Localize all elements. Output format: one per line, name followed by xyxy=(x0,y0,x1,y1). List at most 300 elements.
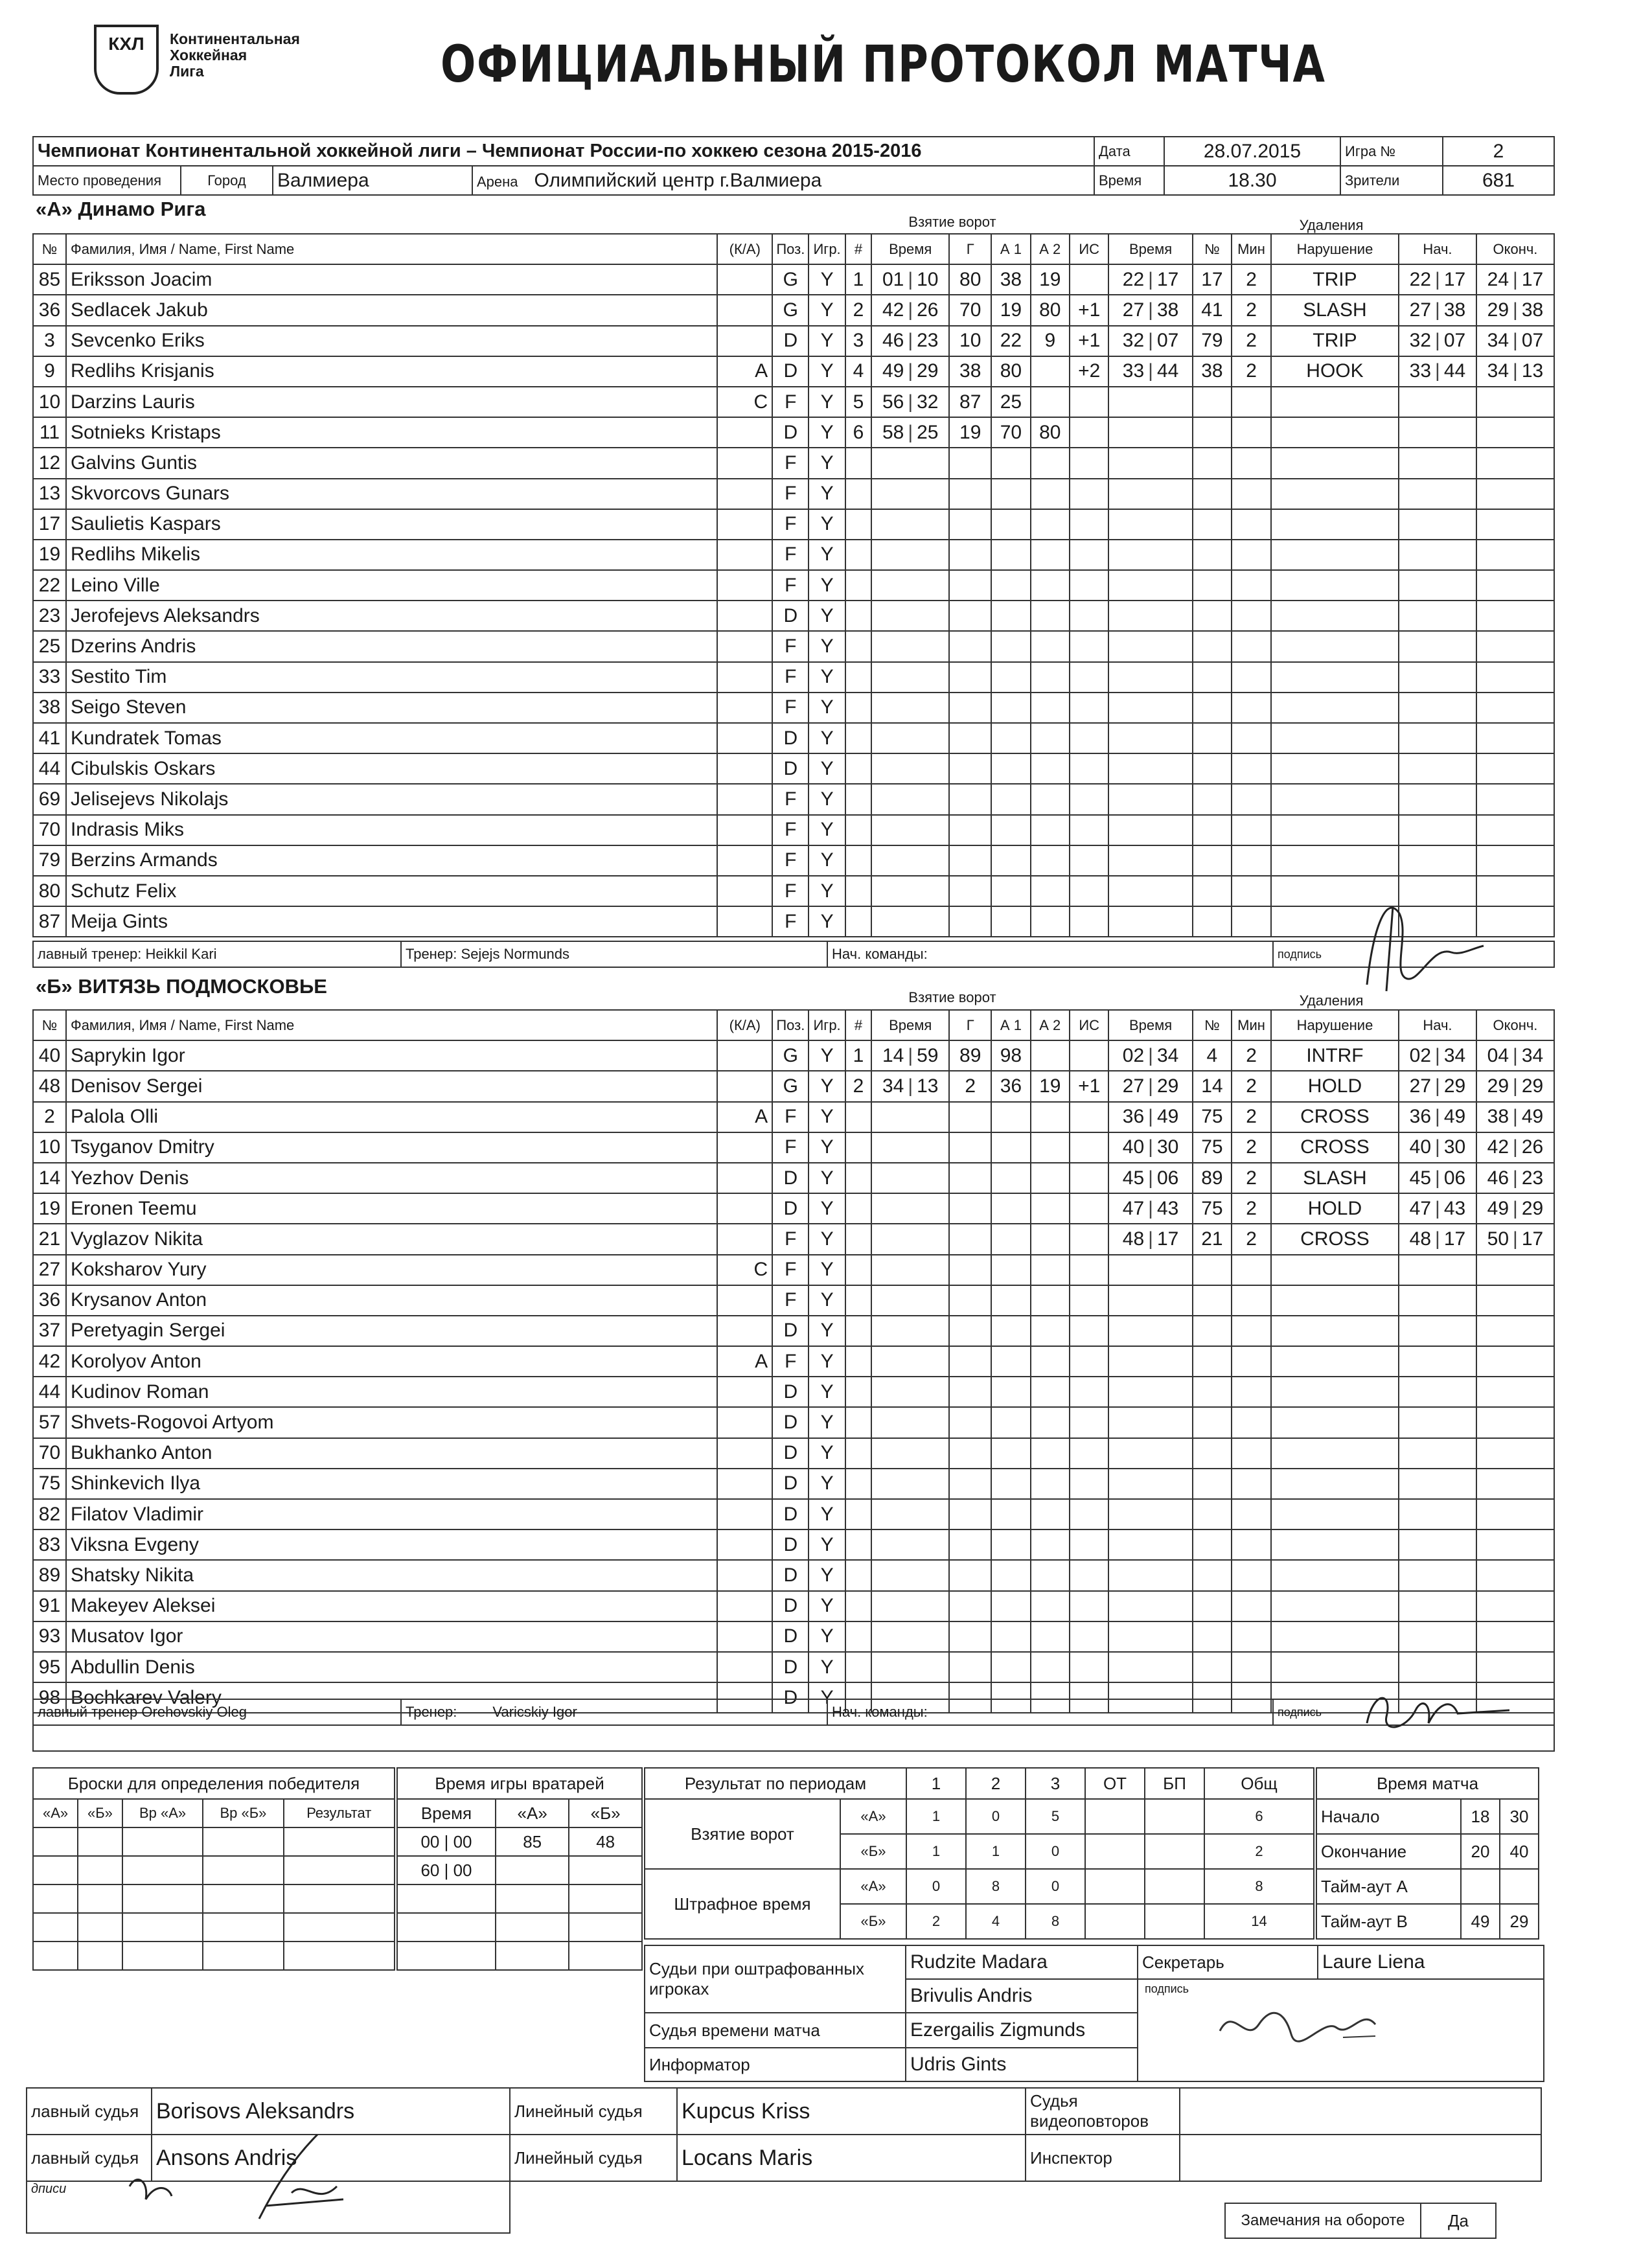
col-pen-num: № xyxy=(1193,234,1232,264)
time-separator: | xyxy=(1148,1075,1153,1097)
player-position: D xyxy=(772,1560,809,1590)
time-separator: | xyxy=(1513,1106,1518,1128)
per-pim-b-total: 14 xyxy=(1204,1904,1314,1939)
pen-time xyxy=(1108,1071,1192,1101)
goal-number xyxy=(845,1255,872,1285)
player-captain xyxy=(717,1316,772,1346)
player-number: 69 xyxy=(33,784,66,814)
goal-situation xyxy=(1070,1499,1108,1529)
player-name: Palola Olli xyxy=(66,1102,717,1132)
pen-player: 89 xyxy=(1193,1163,1232,1193)
player-captain xyxy=(717,295,772,325)
player-number: 23 xyxy=(33,601,66,631)
per-goals-b-total: 2 xyxy=(1204,1834,1314,1869)
player-row xyxy=(33,1407,1554,1438)
pen-minutes xyxy=(1232,601,1271,631)
pen-start xyxy=(1399,1438,1476,1469)
player-played: Y xyxy=(809,356,845,387)
goal-assist-1: 22 xyxy=(991,326,1030,356)
date-value: 28.07.2015 xyxy=(1164,137,1340,166)
player-captain xyxy=(717,1407,772,1438)
player-captain xyxy=(717,448,772,478)
col-num: № xyxy=(33,234,66,264)
goal-time xyxy=(871,1285,949,1316)
player-row xyxy=(33,264,1554,295)
pen-player: 4 xyxy=(1193,1040,1232,1071)
goal-assist-2: 80 xyxy=(1031,295,1070,325)
pen-end xyxy=(1476,326,1554,356)
pen-end-min: 42 xyxy=(1487,1136,1509,1158)
col-goal-is: ИС xyxy=(1070,1010,1108,1040)
per-col-total: Общ xyxy=(1204,1768,1314,1799)
player-row xyxy=(33,1591,1554,1621)
player-row xyxy=(33,387,1554,417)
player-captain: A xyxy=(717,1102,772,1132)
player-played: Y xyxy=(809,906,845,937)
timekeeper-value: Ezergailis Zigmunds xyxy=(906,2013,1138,2048)
player-captain xyxy=(717,1163,772,1193)
pen-time xyxy=(1108,1102,1192,1132)
pen-infraction xyxy=(1271,1407,1399,1438)
player-position: D xyxy=(772,417,809,448)
goal-assist-1: 25 xyxy=(991,387,1030,417)
per-goals-a-bp xyxy=(1145,1799,1204,1834)
player-number: 38 xyxy=(33,693,66,723)
gk-cell xyxy=(569,1913,642,1942)
player-position: D xyxy=(772,753,809,784)
player-position: D xyxy=(772,1407,809,1438)
goal-scorer xyxy=(949,1560,991,1590)
pen-player xyxy=(1193,631,1232,661)
goal-assist-2 xyxy=(1031,1346,1070,1377)
gk-cell xyxy=(496,1913,569,1942)
player-number: 91 xyxy=(33,1591,66,1621)
player-captain: C xyxy=(717,387,772,417)
team-b-pen-label: Удаления xyxy=(1299,992,1364,1009)
goal-assist-1 xyxy=(991,509,1030,540)
goal-scorer xyxy=(949,1255,991,1285)
time-separator: | xyxy=(1513,299,1518,321)
pen-player xyxy=(1193,387,1232,417)
informer-label: Информатор xyxy=(645,2048,906,2081)
goal-scorer xyxy=(949,1285,991,1316)
goal-assist-2 xyxy=(1031,631,1070,661)
pen-start xyxy=(1399,1071,1476,1101)
player-number: 13 xyxy=(33,479,66,509)
mt-end-h: 20 xyxy=(1461,1834,1500,1869)
pen-player xyxy=(1193,662,1232,693)
time-separator: | xyxy=(1435,268,1440,290)
pen-time xyxy=(1108,662,1192,693)
goal-time-min: 42 xyxy=(882,299,904,321)
goal-number xyxy=(845,876,872,906)
pen-start xyxy=(1399,1591,1476,1621)
pen-end xyxy=(1476,693,1554,723)
so-cell xyxy=(284,1942,395,1970)
pen-end-min: 46 xyxy=(1487,1167,1509,1189)
player-position: D xyxy=(772,1163,809,1193)
player-name: Makeyev Aleksei xyxy=(66,1591,717,1621)
player-row xyxy=(33,1224,1554,1254)
player-position: F xyxy=(772,387,809,417)
goal-assist-2: 19 xyxy=(1031,264,1070,295)
player-name: Koksharov Yury xyxy=(66,1255,717,1285)
time-separator: | xyxy=(908,268,913,290)
goal-time xyxy=(871,1040,949,1071)
pen-player xyxy=(1193,1377,1232,1407)
player-position: F xyxy=(772,784,809,814)
player-name: Eronen Teemu xyxy=(66,1193,717,1224)
pen-infraction xyxy=(1271,753,1399,784)
time-separator: | xyxy=(1513,1044,1518,1066)
goal-situation xyxy=(1070,1285,1108,1316)
goal-situation xyxy=(1070,1652,1108,1682)
player-captain xyxy=(717,570,772,601)
col-igr: Игр. xyxy=(809,1010,845,1040)
goal-number xyxy=(845,1377,872,1407)
so-cell xyxy=(284,1827,395,1856)
goal-situation xyxy=(1070,570,1108,601)
player-name: Musatov Igor xyxy=(66,1621,717,1652)
goal-time xyxy=(871,906,949,937)
pen-end xyxy=(1476,815,1554,845)
mt-end-m: 40 xyxy=(1500,1834,1539,1869)
pen-time-min: 27 xyxy=(1122,1075,1145,1097)
pen-minutes: 2 xyxy=(1232,1132,1271,1163)
pen-player xyxy=(1193,448,1232,478)
pen-player xyxy=(1193,1285,1232,1316)
col-name: Фамилия, Имя / Name, First Name xyxy=(66,234,717,264)
pen-infraction: TRIP xyxy=(1271,326,1399,356)
player-name: Sevcenko Eriks xyxy=(66,326,717,356)
pen-minutes: 2 xyxy=(1232,1224,1271,1254)
so-cell xyxy=(33,1884,78,1913)
pen-start-sec: 30 xyxy=(1443,1136,1466,1158)
goal-assist-2 xyxy=(1031,693,1070,723)
time-separator: | xyxy=(1513,268,1518,290)
time-separator: | xyxy=(1148,1197,1153,1219)
pen-player: 75 xyxy=(1193,1193,1232,1224)
col-goal-a1: А 1 xyxy=(991,234,1030,264)
player-position: F xyxy=(772,1102,809,1132)
player-played: Y xyxy=(809,1438,845,1469)
pen-start xyxy=(1399,1499,1476,1529)
player-position: D xyxy=(772,1499,809,1529)
goal-time xyxy=(871,1529,949,1560)
goal-situation xyxy=(1070,1621,1108,1652)
goal-number: 1 xyxy=(845,264,872,295)
pen-infraction xyxy=(1271,570,1399,601)
pen-end xyxy=(1476,1438,1554,1469)
goal-situation xyxy=(1070,1438,1108,1469)
pen-time xyxy=(1108,1469,1192,1499)
lin2-label: Линейный судья xyxy=(510,2135,677,2181)
player-played: Y xyxy=(809,1040,845,1071)
pen-end-sec: 07 xyxy=(1521,330,1544,352)
goal-scorer xyxy=(949,1529,991,1560)
player-row xyxy=(33,1040,1554,1071)
goal-scorer xyxy=(949,1621,991,1652)
goal-assist-1: 36 xyxy=(991,1071,1030,1101)
team-b-rows xyxy=(33,1040,1554,1713)
pen-end-sec: 17 xyxy=(1521,268,1544,290)
per-pim-b-1: 2 xyxy=(906,1904,966,1939)
pen-start xyxy=(1399,387,1476,417)
goal-number xyxy=(845,1407,872,1438)
goal-number xyxy=(845,1285,872,1316)
goal-scorer xyxy=(949,479,991,509)
player-number: 25 xyxy=(33,631,66,661)
pen-end xyxy=(1476,1071,1554,1101)
pen-end xyxy=(1476,295,1554,325)
pen-player: 41 xyxy=(1193,295,1232,325)
pen-start xyxy=(1399,479,1476,509)
remarks-table xyxy=(1224,2203,1497,2239)
goal-assist-2 xyxy=(1031,753,1070,784)
player-played: Y xyxy=(809,1377,845,1407)
mt-timeout-a-m xyxy=(1461,1869,1500,1904)
col-pen-time: Время xyxy=(1108,234,1192,264)
goal-situation xyxy=(1070,387,1108,417)
player-number: 9 xyxy=(33,356,66,387)
pen-infraction: CROSS xyxy=(1271,1102,1399,1132)
per-pim-b-bp xyxy=(1145,1904,1204,1939)
goal-assist-2 xyxy=(1031,1499,1070,1529)
goal-number xyxy=(845,1346,872,1377)
player-number: 22 xyxy=(33,570,66,601)
pen-time xyxy=(1108,326,1192,356)
player-name: Jelisejevs Nikolajs xyxy=(66,784,717,814)
pen-minutes xyxy=(1232,693,1271,723)
pen-end xyxy=(1476,417,1554,448)
team-b-title: «Б» ВИТЯЗЬ ПОДМОСКОВЬЕ xyxy=(36,975,327,998)
per-col-1: 1 xyxy=(906,1768,966,1799)
pen-player xyxy=(1193,540,1232,570)
player-captain: C xyxy=(717,1255,772,1285)
goal-time xyxy=(871,601,949,631)
goal-assist-1 xyxy=(991,1652,1030,1682)
player-number: 2 xyxy=(33,1102,66,1132)
player-name: Kundratek Tomas xyxy=(66,723,717,753)
player-name: Krysanov Anton xyxy=(66,1285,717,1316)
pen-player xyxy=(1193,601,1232,631)
player-captain xyxy=(717,1040,772,1071)
pen-infraction: HOLD xyxy=(1271,1193,1399,1224)
player-number: 87 xyxy=(33,906,66,937)
pen-end-min: 29 xyxy=(1487,1075,1509,1097)
col-goal-time: Время xyxy=(871,234,949,264)
goal-scorer xyxy=(949,662,991,693)
player-row xyxy=(33,693,1554,723)
pen-start xyxy=(1399,662,1476,693)
goal-scorer xyxy=(949,906,991,937)
arena-label: Арена xyxy=(477,173,518,190)
pen-infraction: HOLD xyxy=(1271,1071,1399,1101)
pen-time xyxy=(1108,570,1192,601)
goal-situation xyxy=(1070,1377,1108,1407)
player-row xyxy=(33,1255,1554,1285)
per-col-bp: БП xyxy=(1145,1768,1204,1799)
goal-scorer: 19 xyxy=(949,417,991,448)
goal-time-min: 58 xyxy=(882,421,904,443)
pen-start xyxy=(1399,1621,1476,1652)
so-cell xyxy=(203,1827,283,1856)
player-row xyxy=(33,723,1554,753)
player-position: G xyxy=(772,1071,809,1101)
pen-minutes xyxy=(1232,876,1271,906)
gk-row-1-time: 00 | 00 xyxy=(397,1827,496,1856)
col-goal-is: ИС xyxy=(1070,234,1108,264)
pen-start xyxy=(1399,326,1476,356)
goal-time xyxy=(871,1469,949,1499)
goal-assist-2 xyxy=(1031,1469,1070,1499)
pen-time-min: 48 xyxy=(1122,1228,1145,1250)
goal-assist-1 xyxy=(991,876,1030,906)
pen-minutes xyxy=(1232,662,1271,693)
pen-end xyxy=(1476,1621,1554,1652)
goal-time xyxy=(871,631,949,661)
goal-assist-2 xyxy=(1031,1621,1070,1652)
player-captain xyxy=(717,784,772,814)
goal-scorer xyxy=(949,631,991,661)
player-played: Y xyxy=(809,1591,845,1621)
player-name: Tsyganov Dmitry xyxy=(66,1132,717,1163)
goal-assist-1 xyxy=(991,784,1030,814)
pen-start-sec: 49 xyxy=(1443,1106,1466,1128)
pen-end xyxy=(1476,1255,1554,1285)
goal-time xyxy=(871,1499,949,1529)
pen-time xyxy=(1108,1255,1192,1285)
player-row xyxy=(33,906,1554,937)
player-number: 19 xyxy=(33,1193,66,1224)
pen-time xyxy=(1108,876,1192,906)
pen-player xyxy=(1193,693,1232,723)
goal-situation xyxy=(1070,479,1108,509)
pen-end xyxy=(1476,570,1554,601)
pen-start-min: 36 xyxy=(1409,1106,1432,1128)
player-row xyxy=(33,1163,1554,1193)
player-played: Y xyxy=(809,1224,845,1254)
player-played: Y xyxy=(809,570,845,601)
pen-time-sec: 17 xyxy=(1156,1228,1179,1250)
pen-start-min: 48 xyxy=(1409,1228,1432,1250)
player-number: 75 xyxy=(33,1469,66,1499)
player-row xyxy=(33,1193,1554,1224)
gk-row-2-time: 60 | 00 xyxy=(397,1856,496,1884)
pen-start xyxy=(1399,845,1476,876)
so-cell xyxy=(203,1856,283,1884)
goal-assist-2 xyxy=(1031,876,1070,906)
player-captain xyxy=(717,1529,772,1560)
mt-timeout-a-label: Тайм-аут А xyxy=(1316,1869,1461,1904)
pen-end xyxy=(1476,1377,1554,1407)
gk-cell xyxy=(569,1942,642,1970)
pen-time xyxy=(1108,479,1192,509)
goal-scorer: 2 xyxy=(949,1071,991,1101)
pen-time xyxy=(1108,509,1192,540)
goal-assist-2 xyxy=(1031,601,1070,631)
so-cell xyxy=(284,1884,395,1913)
player-name: Indrasis Miks xyxy=(66,815,717,845)
pen-infraction: SLASH xyxy=(1271,295,1399,325)
goal-scorer xyxy=(949,1193,991,1224)
player-name: Redlihs Mikelis xyxy=(66,540,717,570)
player-played: Y xyxy=(809,1682,845,1713)
per-col-2: 2 xyxy=(966,1768,1026,1799)
player-row xyxy=(33,417,1554,448)
pen-time xyxy=(1108,753,1192,784)
per-pim-a-ot xyxy=(1085,1869,1145,1904)
player-number: 95 xyxy=(33,1652,66,1682)
goal-assist-2 xyxy=(1031,387,1070,417)
pen-start xyxy=(1399,1193,1476,1224)
team-a-goals-label: Взятие ворот xyxy=(908,214,996,230)
player-played: Y xyxy=(809,295,845,325)
player-played: Y xyxy=(809,662,845,693)
mt-title: Время матча xyxy=(1316,1768,1539,1799)
goal-scorer: 70 xyxy=(949,295,991,325)
goal-assist-2 xyxy=(1031,1316,1070,1346)
player-position: F xyxy=(772,845,809,876)
pen-infraction xyxy=(1271,1438,1399,1469)
player-played: Y xyxy=(809,1163,845,1193)
pen-time-min: 33 xyxy=(1122,360,1145,382)
goal-assist-2 xyxy=(1031,906,1070,937)
time-separator: | xyxy=(908,421,913,443)
time-separator: | xyxy=(1148,1106,1153,1128)
pen-time xyxy=(1108,631,1192,661)
time-label: Время xyxy=(1094,166,1164,195)
goal-time-min: 49 xyxy=(882,360,904,382)
goal-assist-1 xyxy=(991,1469,1030,1499)
pen-minutes xyxy=(1232,479,1271,509)
pen-infraction xyxy=(1271,448,1399,478)
player-position: F xyxy=(772,448,809,478)
pen-end-sec: 13 xyxy=(1521,360,1544,382)
player-played: Y xyxy=(809,509,845,540)
pen-end xyxy=(1476,1193,1554,1224)
pen-time-min: 45 xyxy=(1122,1167,1145,1189)
player-played: Y xyxy=(809,1132,845,1163)
pen-time-min: 22 xyxy=(1122,268,1145,290)
inspector-value xyxy=(1180,2135,1541,2181)
goal-assist-2 xyxy=(1031,1652,1070,1682)
player-row xyxy=(33,1377,1554,1407)
so-col-vra: Вр «А» xyxy=(122,1799,203,1827)
secretary-signature xyxy=(1213,1999,1382,2050)
pen-minutes: 2 xyxy=(1232,1193,1271,1224)
goal-number xyxy=(845,1499,872,1529)
goal-situation xyxy=(1070,876,1108,906)
player-row xyxy=(33,1529,1554,1560)
player-row xyxy=(33,601,1554,631)
player-row xyxy=(33,1560,1554,1590)
player-position: F xyxy=(772,693,809,723)
player-row xyxy=(33,753,1554,784)
pen-infraction xyxy=(1271,540,1399,570)
player-number: 36 xyxy=(33,1285,66,1316)
player-captain xyxy=(717,815,772,845)
col-num: № xyxy=(33,1010,66,1040)
so-col-a: «А» xyxy=(33,1799,78,1827)
player-position: F xyxy=(772,815,809,845)
player-played: Y xyxy=(809,1560,845,1590)
pen-infraction xyxy=(1271,784,1399,814)
team-b-coach: Varicskiy Igor xyxy=(492,1704,577,1720)
player-played: Y xyxy=(809,448,845,478)
pen-end xyxy=(1476,1102,1554,1132)
player-row xyxy=(33,1499,1554,1529)
